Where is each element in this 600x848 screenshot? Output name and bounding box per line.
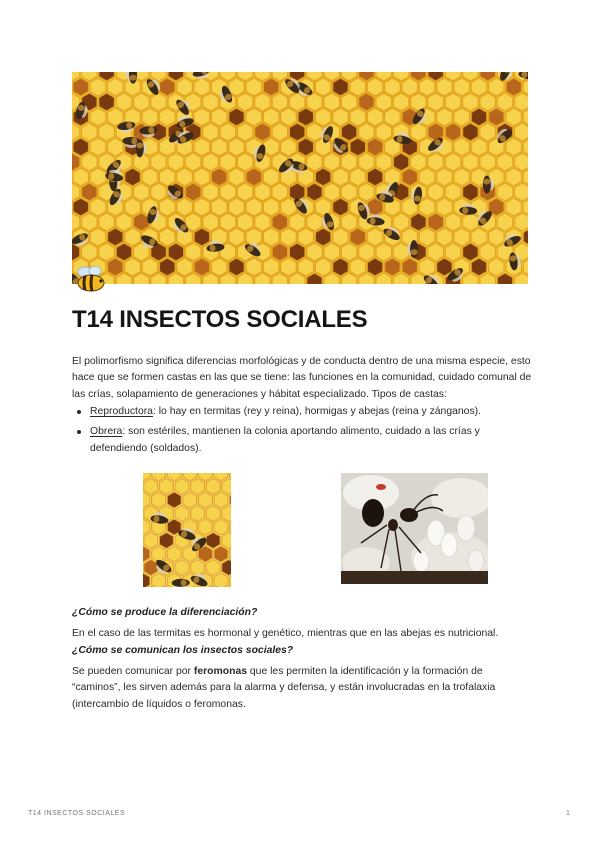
answer-paragraph: En el caso de las termitas es hormonal y genético, mientras que en las abejas es nutricional. <box>72 628 499 639</box>
honeycomb-photo <box>72 72 528 284</box>
page-title: T14 INSECTOS SOCIALES <box>72 306 368 333</box>
ant-photo <box>341 473 488 584</box>
caste-term: Reproductora <box>90 406 153 417</box>
caste-term: Obrera <box>90 426 123 438</box>
banner-image <box>72 72 528 284</box>
bee-icon <box>74 264 108 294</box>
answer-text: que les permiten la identificación y la formación de “caminos”, les sirven además para la alarma y defensa, y están involucradas en la trofalaxia (intercambio de líquidos o feromonas. <box>72 666 496 710</box>
page-number: 1 <box>566 810 570 817</box>
caste-description: : lo hay en termitas (rey y reina), hormigas y abejas (reina y zánganos). <box>152 406 481 417</box>
bullet-icon <box>77 410 81 414</box>
bullet-icon <box>77 430 81 434</box>
list-item <box>72 404 532 420</box>
list-item <box>72 424 532 457</box>
caste-list <box>72 404 532 461</box>
answer-paragraph <box>72 664 532 713</box>
question-heading: ¿Cómo se comunican los insectos sociales? <box>72 645 294 656</box>
question-heading: ¿Cómo se produce la diferenciación? <box>72 607 258 618</box>
footer-title: T14 INSECTOS SOCIALES <box>28 810 126 817</box>
answer-text: Se pueden comunicar por <box>72 666 194 677</box>
keyword-bold: feromonas <box>193 666 248 677</box>
bees-photo <box>143 473 231 587</box>
caste-description: : son estériles, mantienen la colonia aportando alimento, cuidado a las crías y defendiendo (soldados). <box>90 426 480 454</box>
intro-paragraph: El polimorfismo significa diferencias morfológicas y de conducta dentro de una misma especie, esto hace que se formen castas en las que se tiene: las funciones en la comunidad, cuidado comunal de las crías, solapamiento de generaciones y hábitat especializado. Tipos de castas: <box>72 356 532 400</box>
